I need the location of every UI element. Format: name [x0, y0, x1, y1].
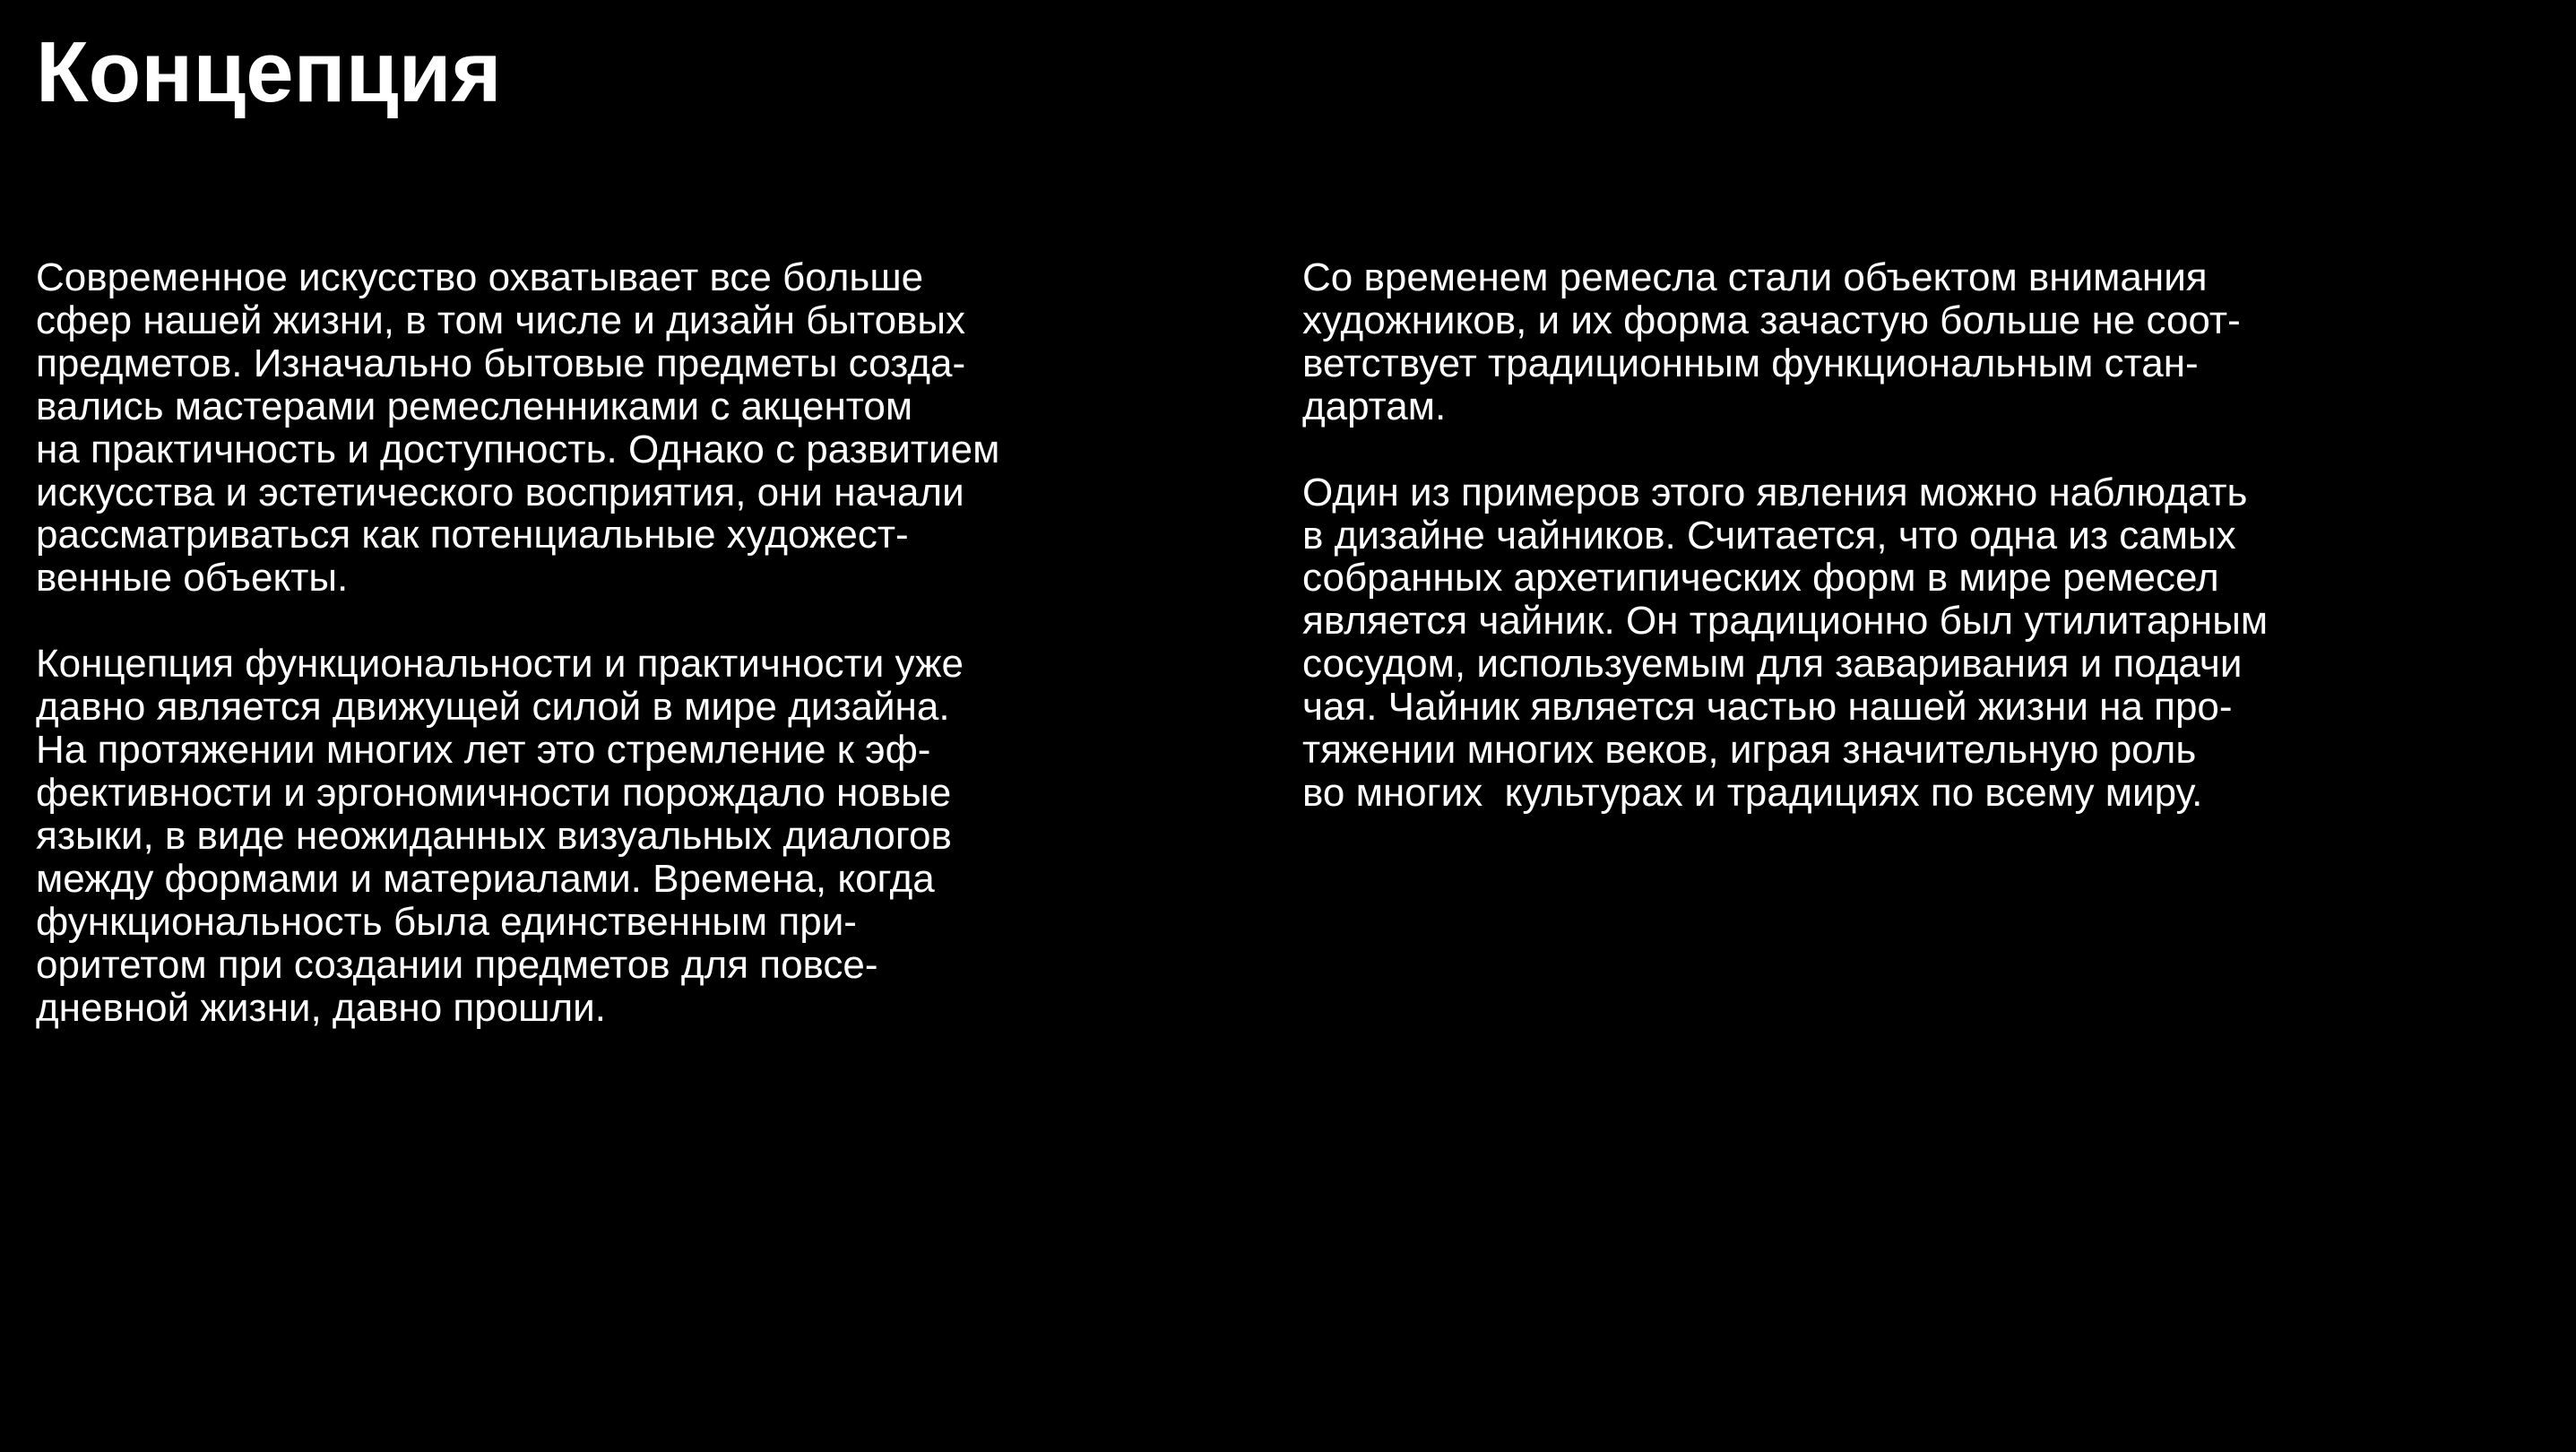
text-line: чая. Чайник является частью нашей жизни на про- [1302, 685, 2233, 730]
text-line: сосудом, используемым для заваривания и подачи [1302, 642, 2243, 687]
text-line: рассматриваться как потенциальные художест- [36, 513, 909, 557]
text-line: тяжении многих веков, играя значительную роль [1302, 728, 2197, 773]
text-line: Современное искусство охватывает все больше [36, 255, 924, 299]
text-line: между формами и материалами. Времена, когда [36, 856, 935, 901]
text-line: ветствует традиционным функциональным стан- [1302, 341, 2199, 385]
right-text-column [1302, 256, 2468, 858]
text-line: Один из примеров этого явления можно наблюдать [1302, 470, 2248, 514]
text-line: художников, и их форма зачастую больше не соот- [1302, 298, 2241, 342]
text-line: дневной жизни, давно прошли. [36, 985, 606, 1030]
text-line: фективности и эргономичности порождало новые [36, 770, 952, 815]
page-title: Концепция [36, 24, 502, 120]
paragraph [1302, 471, 2468, 815]
text-line: в дизайне чайников. Считается, что одна из самых [1302, 513, 2236, 557]
text-line: вались мастерами ремесленниками с акцентом [36, 384, 913, 428]
left-text-column [36, 256, 1183, 1072]
text-line: предметов. Изначально бытовые предметы созда- [36, 341, 966, 385]
text-line: Концепция функциональности и практичности уже [36, 642, 964, 687]
text-line: языки, в виде неожиданных визуальных диалогов [36, 813, 952, 858]
text-line: венные объекты. [36, 556, 349, 601]
text-line: на практичность и доступность. Однако с развитием [36, 427, 1000, 471]
text-line: во многих культурах и традициях по всему миру. [1302, 770, 2203, 815]
text-line: сфер нашей жизни, в том числе и дизайн бытовых [36, 298, 966, 342]
text-line: На протяжении многих лет это стремление к эф- [36, 728, 931, 773]
text-line: дартам. [1302, 384, 1447, 428]
text-line: является чайник. Он традиционно был утилитарным [1302, 599, 2269, 644]
text-line: Со временем ремесла стали объектом внимания [1302, 255, 2208, 299]
paragraph [36, 256, 1183, 600]
paragraph [1302, 256, 2468, 428]
text-line: функциональность была единственным при- [36, 899, 857, 944]
text-line: искусства и эстетического восприятия, они начали [36, 470, 964, 514]
paragraph [36, 643, 1183, 1029]
text-line: собранных архетипических форм в мире ремесел [1302, 556, 2219, 601]
text-line: давно является движущей силой в мире дизайна. [36, 685, 950, 730]
text-line: оритетом при создании предметов для повсе- [36, 942, 878, 987]
